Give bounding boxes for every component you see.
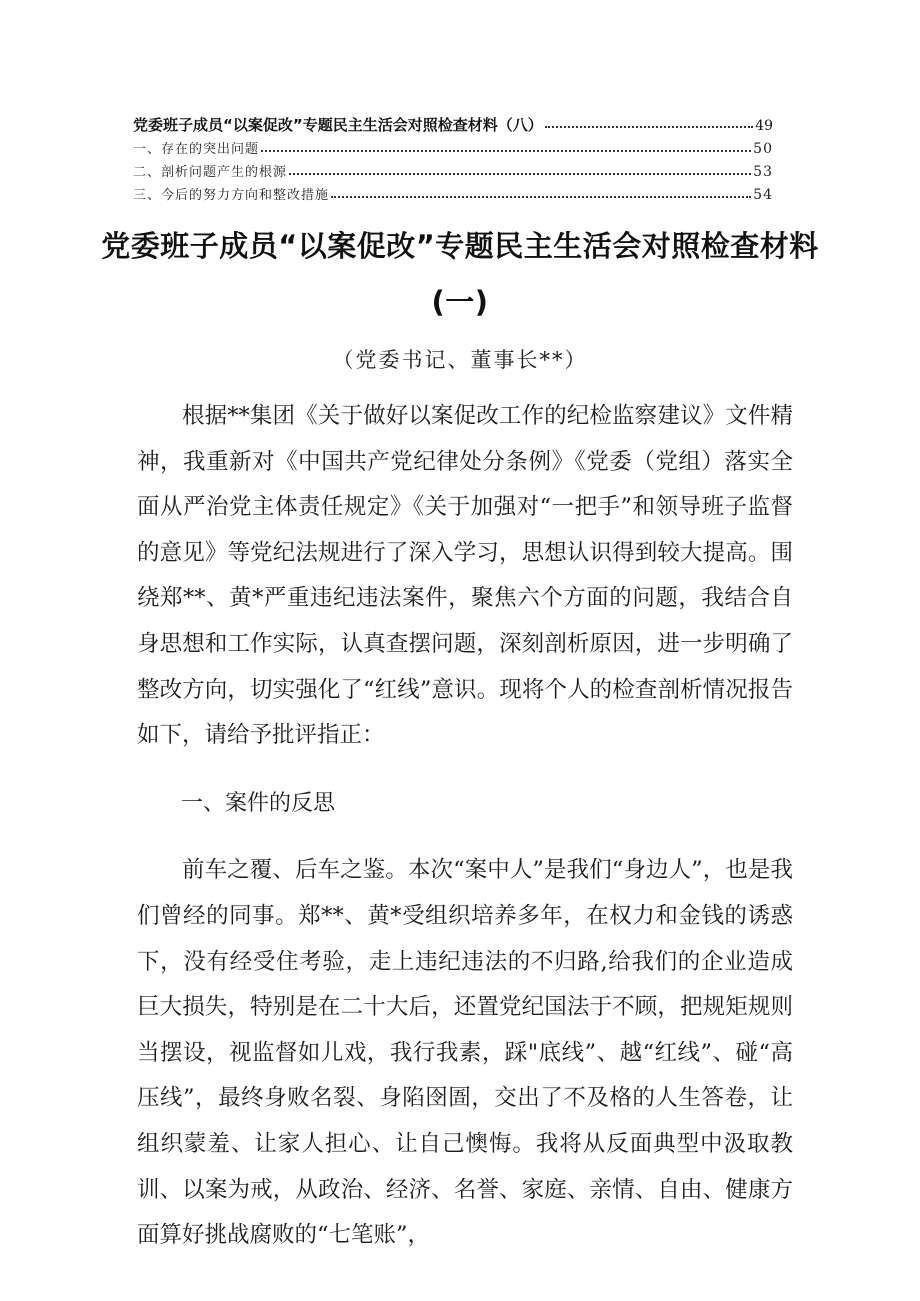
author-subtitle: （党委书记、董事长**） bbox=[332, 348, 588, 372]
document-title bbox=[100, 218, 820, 330]
toc-leader-dots bbox=[289, 161, 751, 175]
toc-page-number: 50 bbox=[753, 141, 773, 157]
document-body bbox=[137, 394, 793, 1281]
body-paragraph: 前车之覆、后车之鉴。本次“案中人”是我们“身边人”，也是我们曾经的同事。郑**、黄*受组织培养多年，在权力和金钱的诱惑下，没有经受住考验，走上违纪违法的不归路,给我们的企业造成巨大损失，特别是在二十大后，还置党纪国法于不顾，把规矩规则当摆设，视监督如儿戏，我行我素，踩"底线”、越“红线”、碰“高压线”，最终身败名裂、身陷囹圄，交出了不及格的人生答卷，让组织蒙羞、让家人担心、让自己懊悔。我将从反面典型中汲取教训、以案为戒，从政治、经济、名誉、家庭、亲情、自由、健康方面算好挑战腐败的“七笔账”， bbox=[137, 857, 793, 1249]
title-line-1: 党委班子成员“以案促改”专题民主生活会对照检查材料 bbox=[101, 229, 819, 263]
toc-page-number: 53 bbox=[753, 164, 773, 180]
toc-entry[interactable] bbox=[133, 184, 773, 207]
toc-entry-label: 三、今后的努力方向和整改措施 bbox=[133, 188, 330, 203]
toc-entry[interactable] bbox=[133, 112, 773, 138]
section-heading: 一、案件的反思 bbox=[181, 790, 336, 816]
toc-leader-dots bbox=[261, 138, 751, 152]
toc-entry[interactable] bbox=[133, 161, 773, 184]
intro-paragraph: 根据**集团《关于做好以案促改工作的纪检监察建议》文件精神，我重新对《中国共产党纪律处分条例》《党委（党组）落实全面从严治党主体责任规定》《关于加强对“一把手”和领导班子监督的意见》等党纪法规进行了深入学习，思想认识得到较大提高。围绕郑**、黄*严重违纪违法案件，聚焦六个方面的问题，我结合自身思想和工作实际，认真查摆问题，深刻剖析原因，进一步明确了整改方向，切实强化了“红线”意识。现将个人的检查剖析情况报告如下，请给予批评指正： bbox=[137, 403, 793, 749]
toc-entry-label: 党委班子成员“以案促改”专题民主生活会对照检查材料（八） bbox=[133, 116, 543, 134]
toc-entry[interactable] bbox=[133, 138, 773, 161]
toc-page-number: 49 bbox=[755, 118, 773, 134]
toc-entry-label: 一、存在的突出问题 bbox=[133, 142, 260, 157]
toc-leader-dots bbox=[331, 184, 751, 198]
table-of-contents bbox=[133, 112, 773, 207]
toc-entry-label: 二、剖析问题产生的根源 bbox=[133, 165, 288, 180]
toc-page-number: 54 bbox=[753, 187, 773, 203]
toc-leader-dots bbox=[545, 112, 753, 128]
title-line-2: (一) bbox=[431, 285, 489, 319]
